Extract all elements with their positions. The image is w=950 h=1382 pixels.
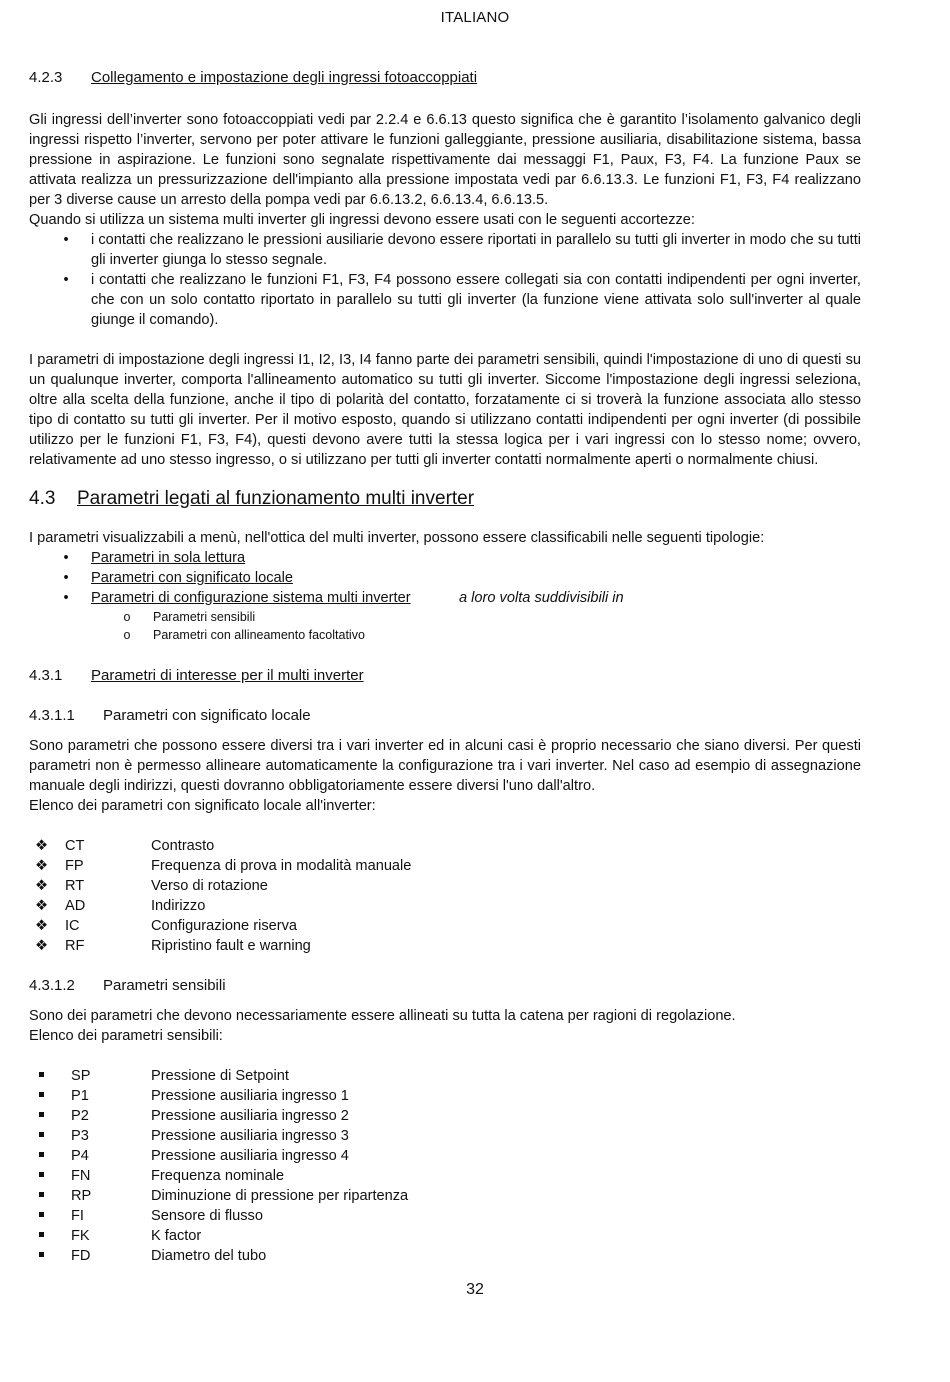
list-item-text: Parametri di configurazione sistema multi inverter: [91, 590, 411, 606]
list-item: [29, 1246, 861, 1266]
heading-4-3-1: [29, 666, 861, 686]
circle-bullet-icon: o: [123, 610, 131, 624]
bullet-icon: •: [63, 570, 69, 586]
paragraph: I parametri di impostazione degli ingressi I1, I2, I3, I4 fanno parte dei parametri sensibili, quindi l'impostazione di uno di questi su un qualunque inverter, comporta l'allineamento automatico su tutti gli inverter. Siccome l'impostazione degli ingressi seleziona, oltre alla scelta della funzione, anche il tipo di polarità del contatto, forzatamente ci si troverà la funzione associata allo stesso tipo di contatto su tutti gli inverter. Per il motivo esposto, quando si utilizzano contatti indipendenti per ogni inverter (di possibile utilizzo per le funzioni F1, F3, F4), questi devono avere tutti la stessa logica per i vari ingressi con lo stesso nome; ovvero, relativamente ad uno stesso ingresso, o si utilizzano per tutti gli inverter contatti normalmente aperti o normalmente chiusi.: [29, 352, 861, 468]
list-item: [29, 916, 861, 936]
square-bullet-icon: [29, 1106, 65, 1126]
square-bullet-icon: [29, 1186, 65, 1206]
parameter-description: Contrasto: [151, 838, 215, 854]
parameter-code: FN: [71, 1168, 91, 1184]
parameter-code: FD: [71, 1248, 91, 1264]
list-item-text: i contatti che realizzano le pressioni ausiliarie devono essere riportati in parallelo su tutti gli inverter in modo che su tutti gli inverter giunga lo stesso segnale.: [91, 232, 861, 268]
list-item: [29, 270, 861, 330]
paragraph: Quando si utilizza un sistema multi inverter gli ingressi devono essere usati con le seguenti accortezze:: [29, 212, 695, 228]
parameter-description: Ripristino fault e warning: [151, 938, 311, 954]
parameter-description: Pressione di Setpoint: [151, 1068, 289, 1084]
list-item: [29, 230, 861, 270]
list-item-text: Parametri con significato locale: [91, 570, 293, 586]
square-bullet-icon: [29, 1226, 65, 1246]
page-number: 32: [466, 1281, 484, 1298]
parameter-description: Diminuzione di pressione per ripartenza: [151, 1188, 409, 1204]
page-content: [29, 68, 861, 1266]
parameter-code: RP: [71, 1188, 92, 1204]
parameter-description: Indirizzo: [151, 898, 206, 914]
square-bullet-icon: [29, 1206, 65, 1226]
parameter-description: Configurazione riserva: [151, 918, 298, 934]
list-item: [29, 896, 861, 916]
parameter-code: P2: [71, 1108, 89, 1124]
parameter-description: Pressione ausiliaria ingresso 2: [151, 1108, 349, 1124]
list-item: [29, 1166, 861, 1186]
list-item: [29, 608, 861, 626]
section-title: Parametri sensibili: [103, 977, 226, 994]
parameter-types-list: [29, 548, 861, 608]
list-item: [29, 568, 861, 588]
parameter-code: FI: [71, 1208, 84, 1224]
parameter-description: Verso di rotazione: [151, 878, 268, 894]
parameter-code: RF: [65, 938, 85, 954]
diamond-bullet-icon: ❖: [35, 898, 49, 914]
parameter-code: FK: [71, 1228, 90, 1244]
list-item: [29, 936, 861, 956]
heading-4-3-1-2: [29, 976, 861, 996]
heading-4-3: [29, 486, 861, 512]
list-item: [29, 1086, 861, 1106]
paragraph: Sono parametri che possono essere diversi tra i vari inverter ed in alcuni casi è proprio necessario che siano diversi. Per questi parametri non è permesso allineare automaticamente la configurazione tra i vari inverter. Nel caso ad esempio di assegnazione manuale degli indirizzi, questi dovranno obbligatoriamente essere diversi l'uno dall'altro.: [29, 738, 861, 794]
paragraph: I parametri visualizzabili a menù, nell'ottica del multi inverter, possono essere classificabili nelle seguenti tipologie:: [29, 530, 765, 546]
parameter-description: Frequenza nominale: [151, 1168, 285, 1184]
paragraph: Elenco dei parametri sensibili:: [29, 1028, 223, 1044]
square-bullet-icon: [29, 1066, 65, 1086]
diamond-bullet-icon: ❖: [35, 938, 49, 954]
parameter-description: Sensore di flusso: [151, 1208, 263, 1224]
section-title: Collegamento e impostazione degli ingressi fotoaccoppiati: [91, 69, 478, 86]
list-item: [29, 1106, 861, 1126]
list-item: [29, 836, 861, 856]
parameter-code: FP: [65, 858, 84, 874]
parameter-description: Pressione ausiliaria ingresso 4: [151, 1148, 349, 1164]
sub-types-list: [29, 608, 861, 644]
bullet-list: [29, 230, 861, 330]
paragraph: Gli ingressi dell’inverter sono fotoaccoppiati vedi par 2.2.4 e 6.6.13 questo significa che è garantito l’isolamento galvanico degli ingressi rispetto l’inverter, servono per poter attivare le funzioni galleggiante, pressione ausiliaria, disabilitazione sistema, bassa pressione in aspirazione. Le funzioni sono segnalate rispettivamente dai messaggi F1, Paux, F3, F4. La funzione Paux se attivata realizza un pressurizzazione dell'impianto alla pressione impostata vedi par 6.6.13.3. Le funzioni F1, F3, F4 realizzano per 3 diverse cause un arresto della pompa vedi par 6.6.13.2, 6.6.13.4, 6.6.13.5.: [29, 112, 861, 208]
heading-4-2-3: [29, 68, 861, 88]
bullet-icon: •: [63, 550, 69, 566]
list-item: [29, 626, 861, 644]
heading-4-3-1-1: [29, 706, 861, 726]
circle-bullet-icon: o: [123, 628, 131, 642]
list-item: [29, 1126, 861, 1146]
parameter-code: RT: [65, 878, 85, 894]
list-item-text: Parametri con allineamento facoltativo: [153, 628, 365, 642]
section-number: 4.3.1.1: [29, 707, 75, 724]
section-number: 4.3: [29, 488, 56, 509]
square-bullet-icon: [29, 1126, 65, 1146]
section-number: 4.2.3: [29, 69, 63, 86]
list-item-text: i contatti che realizzano le funzioni F1, F3, F4 possono essere collegati sia con contatti indipendenti per ogni inverter, che con un solo contatto riportato in parallelo su tutti gli inverter (la funzione viene attivata solo sull'inverter al quale giunge il comando).: [91, 272, 861, 328]
diamond-bullet-icon: ❖: [35, 858, 49, 874]
parameter-description: K factor: [151, 1228, 202, 1244]
list-item: [29, 1186, 861, 1206]
section-title: Parametri legati al funzionamento multi inverter: [77, 488, 475, 509]
parameter-description: Pressione ausiliaria ingresso 3: [151, 1128, 349, 1144]
bullet-icon: •: [63, 272, 69, 288]
list-item: [29, 1066, 861, 1086]
section-title: Parametri di interesse per il multi inverter: [91, 667, 364, 684]
list-item-text: Parametri in sola lettura: [91, 550, 246, 566]
list-item: [29, 1206, 861, 1226]
parameter-code: P4: [71, 1148, 89, 1164]
diamond-bullet-icon: ❖: [35, 838, 49, 854]
section-number: 4.3.1.2: [29, 977, 75, 994]
paragraph: Sono dei parametri che devono necessariamente essere allineati su tutta la catena per ragioni di regolazione.: [29, 1008, 736, 1024]
list-item: [29, 856, 861, 876]
list-item: [29, 1146, 861, 1166]
section-title: Parametri con significato locale: [103, 707, 311, 724]
subdivision-note: a loro volta suddivisibili in: [459, 590, 624, 606]
diamond-bullet-icon: ❖: [35, 918, 49, 934]
square-bullet-icon: [29, 1086, 65, 1106]
sensitive-parameters-list: [29, 1066, 861, 1266]
list-item: [29, 588, 861, 608]
bullet-icon: •: [63, 590, 69, 606]
parameter-code: AD: [65, 898, 86, 914]
square-bullet-icon: [29, 1246, 65, 1266]
bullet-icon: •: [63, 232, 69, 248]
list-item-text: Parametri sensibili: [153, 610, 256, 624]
parameter-code: CT: [65, 838, 85, 854]
square-bullet-icon: [29, 1166, 65, 1186]
parameter-code: IC: [65, 918, 80, 934]
section-number: 4.3.1: [29, 667, 63, 684]
local-parameters-list: [29, 836, 861, 956]
parameter-code: P1: [71, 1088, 89, 1104]
list-item: [29, 1226, 861, 1246]
list-item: [29, 548, 861, 568]
diamond-bullet-icon: ❖: [35, 878, 49, 894]
running-header: ITALIANO: [440, 9, 510, 26]
parameter-description: Diametro del tubo: [151, 1248, 267, 1264]
square-bullet-icon: [29, 1146, 65, 1166]
parameter-description: Pressione ausiliaria ingresso 1: [151, 1088, 349, 1104]
parameter-code: SP: [71, 1068, 91, 1084]
paragraph: Elenco dei parametri con significato locale all'inverter:: [29, 798, 376, 814]
parameter-description: Frequenza di prova in modalità manuale: [151, 858, 412, 874]
list-item: [29, 876, 861, 896]
parameter-code: P3: [71, 1128, 89, 1144]
